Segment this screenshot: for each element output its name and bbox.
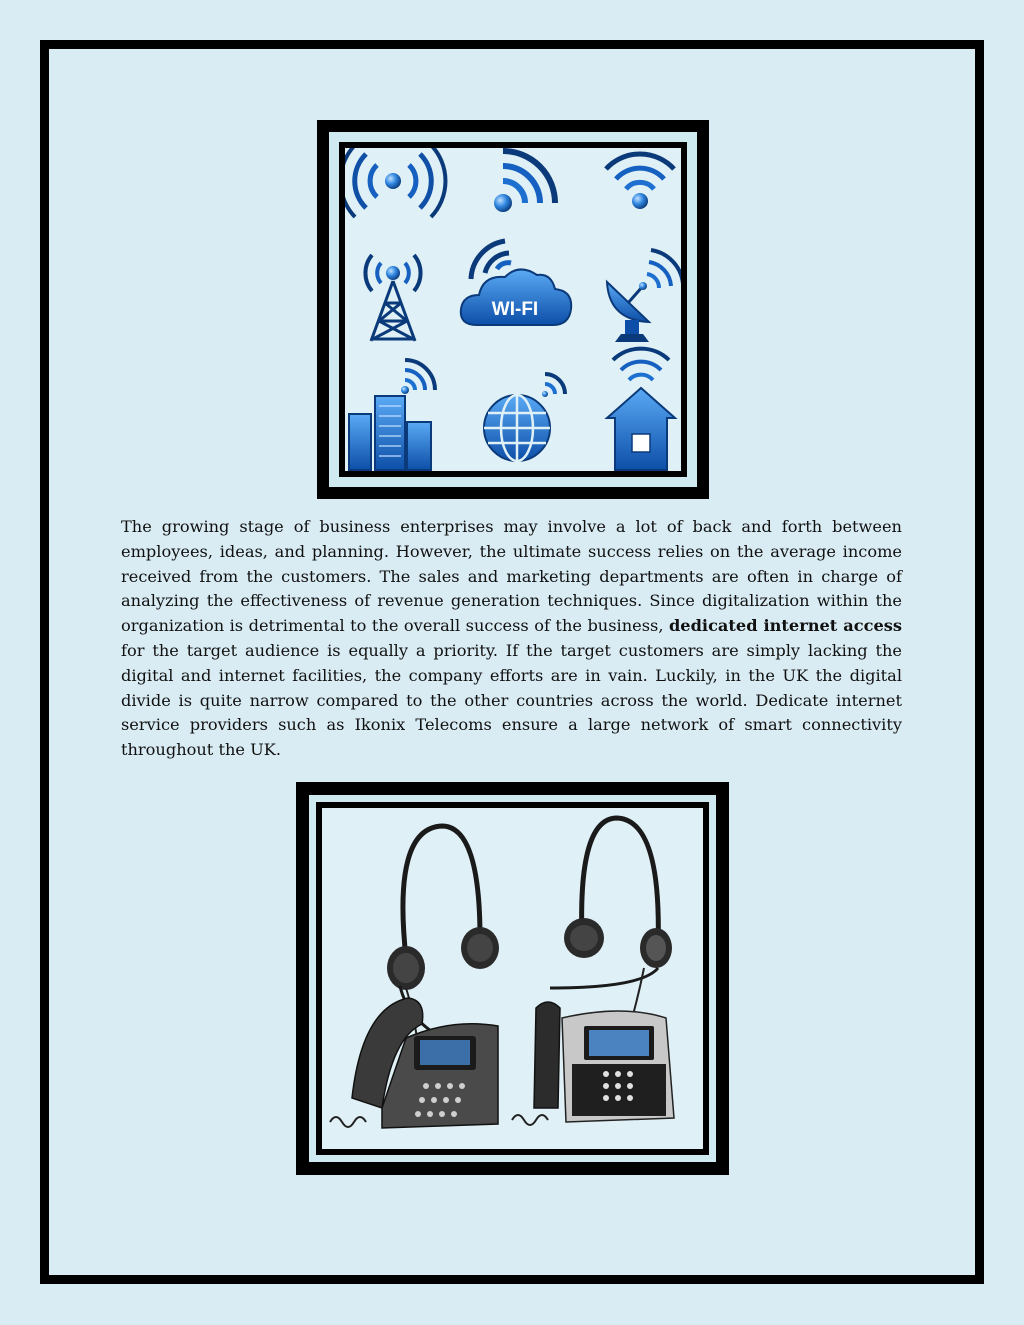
- paragraph-text-1: The growing stage of business enterprises may involve a lot of back and forth between employees, ideas, and planning. However, the ultimate success relies on the average income received from the customers. The sales and marketing departments are often in charge of analyzing the effectiveness of revenue generation techniques. Since digitalization within the organization is detrimental to the overall success of the business,: [121, 517, 902, 636]
- wireless-icons-figure: [317, 120, 709, 499]
- globe-wifi-icon: [484, 374, 565, 461]
- article-paragraph: [121, 515, 902, 763]
- desk-phone-icon: [512, 1002, 674, 1125]
- radio-tower-icon: [365, 255, 420, 341]
- paragraph-text-2: for the target audience is equally a priority. If the target customers are simply lacking the digital and internet facilities, the company efforts are in vain. Luckily, in the UK the digital divide is quite narrow compared to the other countries across the world. Dedicate internet service providers such as Ikonix Telecoms ensure a large network of smart connectivity throughout the UK.: [121, 640, 902, 760]
- wifi-cloud-icon: [461, 241, 571, 325]
- phones-headsets-figure: [296, 782, 729, 1175]
- wifi-fan-icon: [606, 154, 674, 209]
- cloud-label: WI-FI: [491, 299, 539, 320]
- office-building-wifi-icon: [349, 360, 435, 470]
- phones-canvas: [322, 808, 703, 1149]
- home-wifi-icon: [607, 349, 675, 470]
- desk-phone-icon: [330, 998, 498, 1128]
- satellite-dish-icon: [607, 250, 681, 342]
- corner-signal-icon: [494, 151, 555, 212]
- broadcast-signal-icon: [345, 148, 445, 217]
- dedicated-internet-access-link[interactable]: dedicated internet access: [668, 616, 902, 636]
- icons-canvas: [345, 148, 681, 471]
